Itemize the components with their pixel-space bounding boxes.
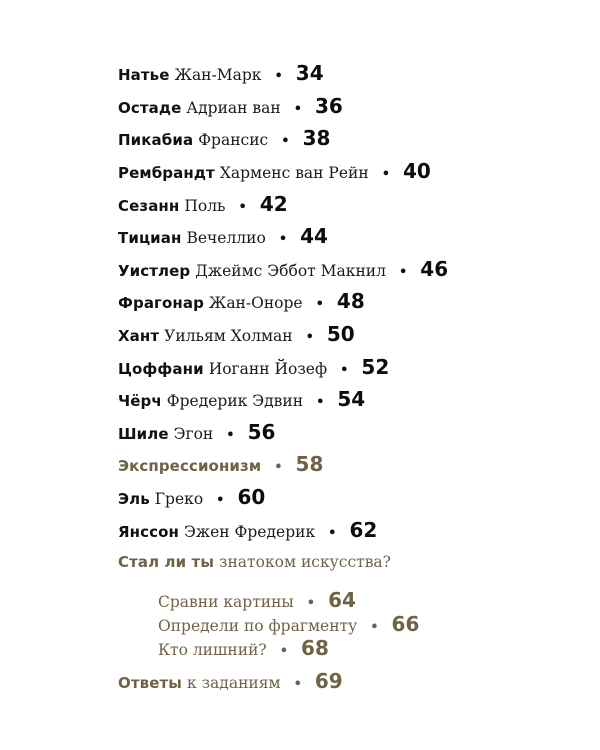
entry-page-number: 46 [420,257,449,281]
entry-page-number: 34 [295,61,324,85]
quiz-item-label: Сравни картины [158,593,294,611]
toc-quiz-heading[interactable] [118,553,391,585]
entry-surname: Хант [118,327,160,345]
toc-entry-hunt[interactable] [118,322,355,354]
entry-given-name: Иоганн Йозеф [208,360,328,378]
entry-given-name: Адриан ван [186,99,281,117]
separator-dot: • [305,330,314,345]
toc-entry-rembrandt[interactable] [118,159,431,191]
separator-dot: • [293,677,302,692]
quiz-item-page-number: 68 [301,636,329,660]
entry-surname: Сезанн [118,197,180,215]
entry-page-number: 58 [295,452,324,476]
separator-dot: • [340,363,349,378]
separator-dot: • [279,644,289,659]
entry-given-name: Фредерик Эдвин [166,392,304,410]
entry-given-name: Эжен Фредерик [183,523,316,541]
entry-given-name: Джеймс Эббот Макнил [195,262,386,280]
toc-entry-cezanne[interactable] [118,192,288,224]
separator-dot: • [226,428,235,443]
entry-given-name: Вечеллио [186,229,266,247]
quiz-item-page-number: 66 [391,612,420,636]
entry-page-number: 54 [337,387,366,411]
separator-dot: • [306,596,316,611]
toc-entry-picabia[interactable] [118,126,330,158]
entry-given-name: Уильям Холман [164,327,293,345]
separator-dot: • [216,493,225,508]
entry-page-number: 40 [403,159,431,183]
separator-dot: • [328,526,337,541]
entry-surname: Эль [118,490,150,508]
toc-entry-church[interactable] [118,387,365,419]
quiz-item-page-number: 64 [328,588,356,612]
separator-dot: • [315,297,324,312]
separator-dot: • [274,460,283,475]
toc-quiz-item-odd-one-out[interactable] [158,636,329,668]
entry-page-number: 48 [336,289,365,313]
entry-page-number: 56 [247,420,276,444]
entry-page-number: 52 [361,355,390,379]
separator-dot: • [381,167,391,182]
entry-page-number: 44 [300,224,328,248]
entry-surname: Уистлер [118,262,191,280]
entry-page-number: 42 [259,192,288,216]
entry-given-name: Эгон [173,425,214,443]
separator-dot: • [274,69,283,84]
separator-dot: • [316,395,325,410]
entry-surname: Янссон [118,523,179,541]
quiz-item-label: Определи по фрагменту [158,617,358,635]
entry-surname: Рембрандт [118,164,215,182]
entry-title: Экспрессионизм [118,457,262,475]
entry-given-name: Жан-Оноре [208,294,303,312]
entry-page-number: 60 [237,485,266,509]
toc-entry-el-greco[interactable] [118,485,265,517]
toc-entry-ostade[interactable] [118,94,343,126]
entry-page-number: 38 [302,126,331,150]
entry-given-name: Харменс ван Рейн [219,164,369,182]
toc-entry-expressionism[interactable] [118,452,323,484]
separator-dot: • [281,134,290,149]
toc-entry-natier[interactable] [118,61,324,93]
answers-page-number: 69 [314,669,343,693]
entry-surname: Фрагонар [118,294,204,312]
entry-page-number: 36 [315,94,343,118]
toc-answers[interactable] [118,669,343,701]
separator-dot: • [278,232,288,247]
entry-page-number: 62 [349,518,378,542]
entry-given-name: Жан-Марк [174,66,262,84]
toc-entry-jansson[interactable] [118,518,377,550]
quiz-item-label: Кто лишний? [158,641,267,659]
toc-entry-whistler[interactable] [118,257,448,289]
separator-dot: • [370,620,379,635]
answers-rest: к заданиям [186,674,281,692]
entry-surname: Пикабиа [118,131,194,149]
entry-surname: Шиле [118,425,169,443]
separator-dot: • [293,102,303,117]
entry-surname: Чёрч [118,392,162,410]
entry-given-name: Поль [184,197,226,215]
entry-page-number: 50 [326,322,355,346]
toc-entry-fragonard[interactable] [118,289,365,321]
toc-entry-titian[interactable] [118,224,328,256]
entry-surname: Тициан [118,229,182,247]
entry-given-name: Греко [154,490,204,508]
quiz-heading-rest: знатоком искусства? [219,553,391,571]
separator-dot: • [398,265,408,280]
quiz-heading-bold: Стал ли ты [118,553,215,571]
answers-bold: Ответы [118,674,182,692]
entry-surname: Натье [118,66,170,84]
entry-surname: Остаде [118,99,182,117]
toc-entry-zoffany[interactable] [118,355,389,387]
separator-dot: • [238,200,247,215]
entry-given-name: Франсис [198,131,269,149]
entry-surname: Цоффани [118,360,204,378]
toc-entry-schiele[interactable] [118,420,275,452]
